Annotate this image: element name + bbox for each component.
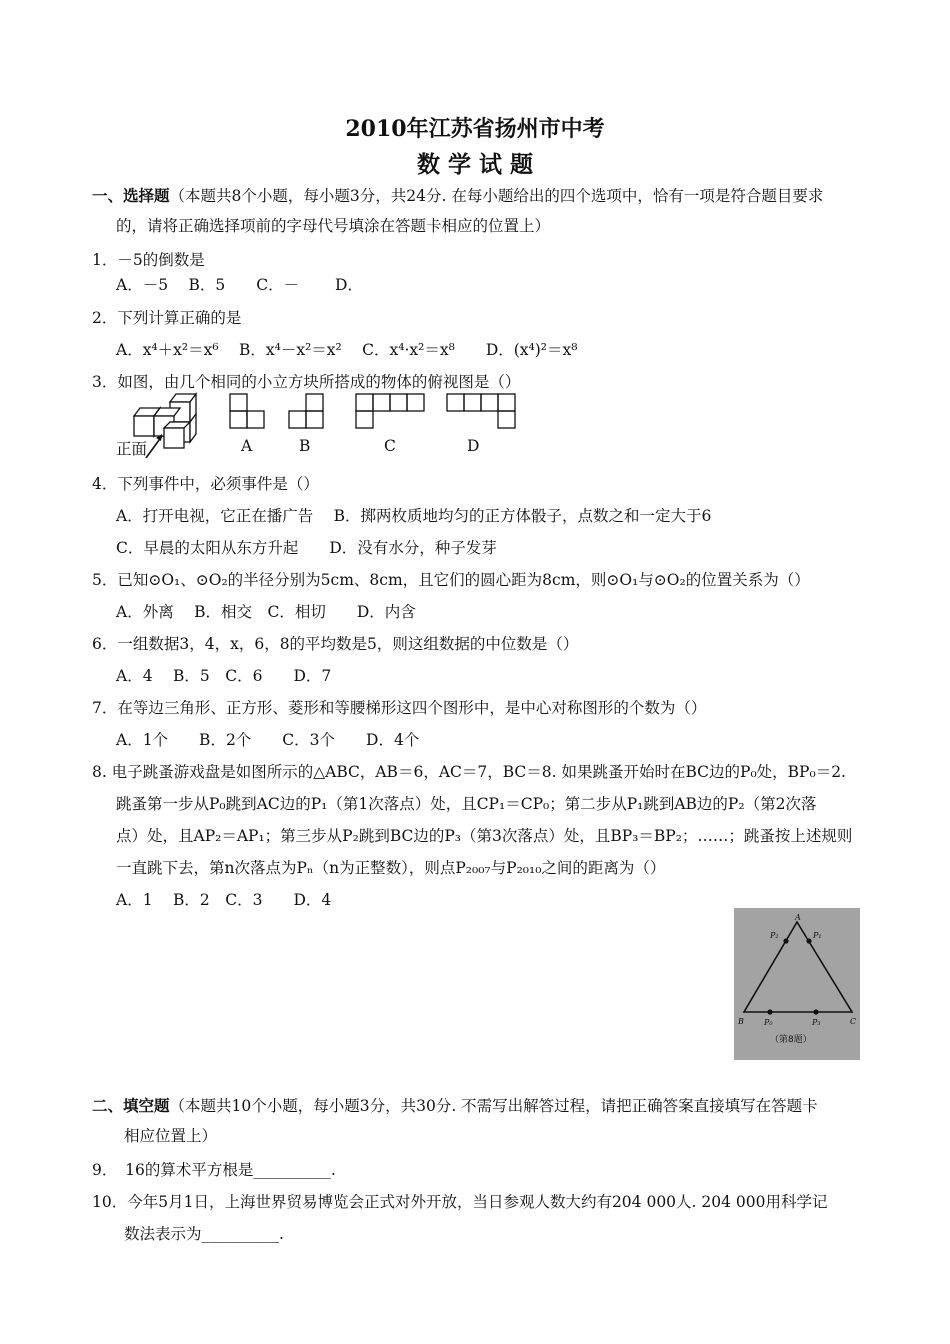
page-subtitle: 数 学 试 题 [416,151,534,178]
question-5-options: A．外离 B．相交 C．相切 D．内含 [116,603,416,621]
option-d-grid-figure [446,393,516,429]
option-b-grid-figure [288,393,324,429]
triangle-figure-photo [734,908,860,1060]
section1-intro-text: （本题共8个小题，每小题3分，共24分. 在每小题给出的四个选项中，恰有一项是符合题目要求 [169,187,824,205]
vertex-c-label: C [850,1017,857,1026]
option-c-grid-figure [355,393,425,429]
point-p1-label: P₁ [813,931,822,940]
question-8-options: A．1 B．2 C．3 D．4 [116,891,332,909]
point-p0-label: P₀ [764,1018,773,1027]
section2-intro-text: （本题共10个小题，每小题3分，共30分. 不需写出解答过程，请把正确答案直接填写在答题卡 [169,1097,818,1115]
section1-intro-line1 [92,184,823,206]
point-p2-label: P₂ [770,931,779,940]
section1-intro-line2: 的，请将正确选择项前的字母代号填涂在答题卡相应的位置上） [116,217,551,235]
question-8-line2: 跳蚤第一步从P₀跳到AC边的P₁（第1次落点）处，且CP₁＝CP₀；第二步从P₁跳到AB边的P₂（第2次落 [116,795,817,813]
triangle-figure [734,908,860,1060]
question-3-stem: 3．如图，由几个相同的小立方块所搭成的物体的俯视图是（） [92,373,521,391]
question-2-options: A．x⁴＋x²＝x⁶ B．x⁴－x²＝x² C．x⁴·x²＝x⁸ D．(x⁴)²＝x⁸ [116,341,578,359]
vertex-a-label: A [795,913,801,922]
section1-heading: 一、选择题 [92,186,170,205]
option-a-label: A [241,437,253,455]
question-1-stem: 1．－5的倒数是 [92,251,205,269]
option-b-label: B [299,437,311,455]
question-5-stem: 5．已知⊙O₁、⊙O₂的半径分别为5cm、8cm，且它们的圆心距为8cm，则⊙O₁与⊙O₂的位置关系为（） [92,571,810,589]
question-10-line1: 10．今年5月1日，上海世界贸易博览会正式对外开放，当日参观人数大约有204 000人. 204 000用科学记 [92,1193,828,1211]
option-c-label: C [384,437,396,455]
question-6-stem: 6．一组数据3，4，x，6，8的平均数是5，则这组数据的中位数是（） [92,635,579,653]
question-1-options: A．－5 B．5 C．－ D． [116,276,363,294]
vertex-b-label: B [738,1017,744,1026]
option-a-grid-figure [229,393,265,429]
option-d-label: D [467,437,480,455]
question-4-stem: 4．下列事件中，必须事件是（） [92,475,319,493]
question-2-stem: 2．下列计算正确的是 [92,309,242,327]
page-title: 2010年江苏省扬州市中考 [345,116,605,142]
section2-intro-line2: 相应位置上） [124,1127,218,1145]
section2-heading: 二、填空题 [92,1096,170,1115]
question-7-stem: 7．在等边三角形、正方形、菱形和等腰梯形这四个图形中，是中心对称图形的个数为（） [92,699,707,717]
question-8-line1: 8. 电子跳蚤游戏盘是如图所示的△ABC，AB＝6，AC＝7，BC＝8. 如果跳蚤开始时在BC边的P₀处，BP₀＝2. [92,763,846,781]
question-4-options-line2: C．早晨的太阳从东方升起 D．没有水分，种子发芽 [116,539,497,557]
question-7-options: A．1个 B．2个 C．3个 D．4个 [116,731,420,749]
point-p3-label: P₃ [812,1018,821,1027]
figure-caption: （第8题） [770,1035,812,1045]
question-6-options: A．4 B．5 C．6 D．7 [116,667,332,685]
question-8-line3: 点）处，且AP₂＝AP₁；第三步从P₂跳到BC边的P₃（第3次落点）处，且BP₃＝BP₂；……；跳蚤按上述规则 [116,827,853,845]
question-8-line4: 一直跳下去，第n次落点为Pₙ（n为正整数），则点P₂₀₀₇与P₂₀₁₀之间的距离为（） [116,859,666,877]
question-9-stem: 9． 16的算术平方根是__________. [92,1161,336,1179]
front-view-label: 正面 [116,440,148,458]
section2-intro-line1 [92,1094,818,1116]
question-4-options-line1: A．打开电视，它正在播广告 B．掷两枚质地均匀的正方体骰子，点数之和一定大于6 [116,507,712,525]
question-10-line2: 数法表示为__________. [124,1225,284,1243]
